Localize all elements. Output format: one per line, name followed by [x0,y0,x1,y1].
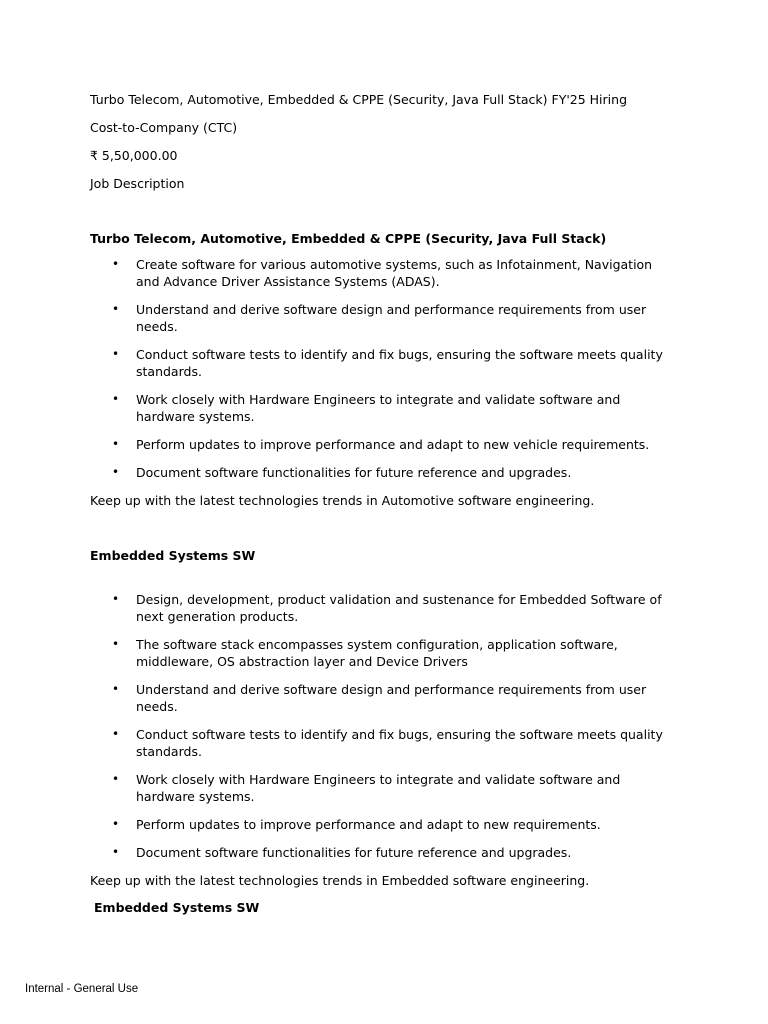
bullet-icon: • [112,772,120,786]
bullet-icon: • [112,592,120,606]
section-heading-embedded: Embedded Systems SW [90,548,256,563]
list-item-text: Document software functionalities for future reference and upgrades. [136,845,572,860]
list-item [90,301,676,335]
classification-footer: Internal - General Use [25,983,139,995]
list-item-text: Create software for various automotive systems, such as Infotainment, Navigation and Advance Driver Assistance Systems (ADAS). [136,257,653,289]
list-item [90,464,676,481]
embedded-closing-text: Keep up with the latest technologies trends in Embedded software engineering. [90,873,590,888]
automotive-closing-text: Keep up with the latest technologies trends in Automotive software engineering. [90,493,595,508]
list-item [90,256,676,290]
list-item-text: Conduct software tests to identify and fix bugs, ensuring the software meets quality standards. [136,727,663,759]
list-item [90,726,676,760]
list-item-text: Work closely with Hardware Engineers to integrate and validate software and hardware systems. [136,772,621,804]
list-item [90,681,676,715]
list-item-text: Conduct software tests to identify and fix bugs, ensuring the software meets quality standards. [136,347,663,379]
section-heading-automotive: Turbo Telecom, Automotive, Embedded & CPPE (Security, Java Full Stack) [90,231,607,246]
bullet-icon: • [112,392,120,406]
list-item-text: Document software functionalities for future reference and upgrades. [136,465,572,480]
section-heading-embedded-repeat: Embedded Systems SW [94,900,260,915]
list-item-text: Understand and derive software design and performance requirements from user needs. [136,302,647,334]
embedded-bullet-list [90,591,690,861]
bullet-icon: • [112,682,120,696]
bullet-icon: • [112,637,120,651]
list-item-text: Perform updates to improve performance and adapt to new vehicle requirements. [136,437,650,452]
list-item [90,771,676,805]
list-item-text: The software stack encompasses system configuration, application software, middleware, OS abstraction layer and Device Drivers [136,637,618,669]
bullet-icon: • [112,727,120,741]
bullet-icon: • [112,817,120,831]
list-item [90,636,676,670]
list-item [90,391,676,425]
ctc-value: ₹ 5,50,000.00 [90,148,178,163]
list-item [90,591,676,625]
bullet-icon: • [112,302,120,316]
list-item [90,816,676,833]
document-title: Turbo Telecom, Automotive, Embedded & CPPE (Security, Java Full Stack) FY'25 Hiring [90,92,627,107]
bullet-icon: • [112,845,120,859]
bullet-icon: • [112,437,120,451]
list-item-text: Understand and derive software design and performance requirements from user needs. [136,682,647,714]
list-item-text: Design, development, product validation and sustenance for Embedded Software of next generation products. [136,592,662,624]
list-item [90,436,676,453]
bullet-icon: • [112,465,120,479]
ctc-label: Cost-to-Company (CTC) [90,120,238,135]
automotive-bullet-list [90,256,690,481]
list-item-text: Work closely with Hardware Engineers to integrate and validate software and hardware systems. [136,392,621,424]
document-body [90,91,690,916]
bullet-icon: • [112,347,120,361]
bullet-icon: • [112,257,120,271]
list-item-text: Perform updates to improve performance and adapt to new requirements. [136,817,601,832]
job-description-label: Job Description [90,176,185,191]
list-item [90,844,676,861]
list-item [90,346,676,380]
